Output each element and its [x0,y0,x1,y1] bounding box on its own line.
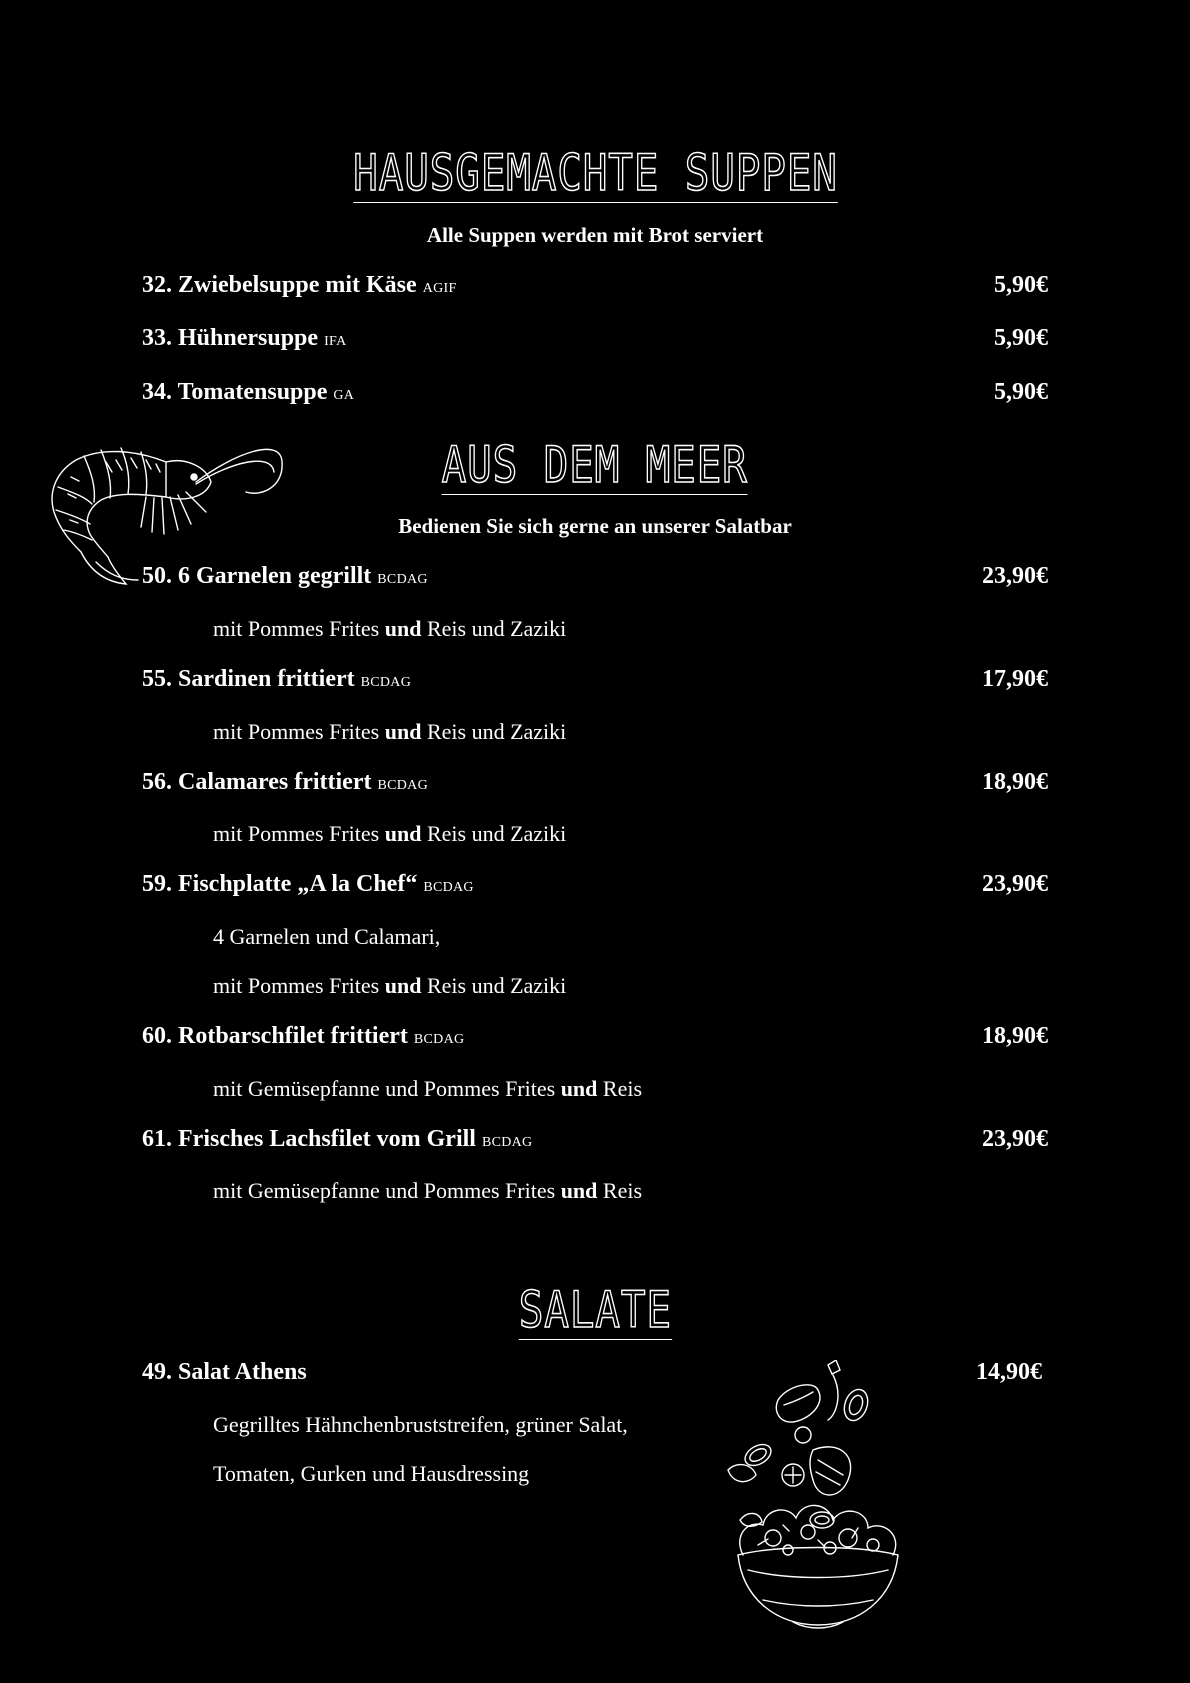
menu-item-description: mit Gemüsepfanne und Pommes Frites und Reis [213,1178,643,1203]
menu-item-sea-50 [142,563,1048,593]
menu-item-price: 14,90€ [976,1359,1042,1385]
menu-item-description: 4 Garnelen und Calamari, [213,924,441,949]
allergen-codes: BCDAG [413,1032,465,1047]
menu-item-description: mit Gemüsepfanne und Pommes Frites und Reis [213,1076,643,1101]
allergen-codes: GA [333,388,355,403]
menu-item-description: mit Pommes Frites und Reis und Zaziki [213,821,567,846]
menu-item-name: 56. Calamares frittiert [142,769,372,795]
sea-heading-text: AUS DEM MEER [441,436,749,494]
sea-subtitle: Bedienen Sie sich gerne an unserer Salatbar [398,514,792,538]
menu-item-name: 34. Tomatensuppe [142,379,328,405]
menu-item-name: 59. Fischplatte „A la Chef“ [142,871,418,897]
menu-item-price: 23,90€ [982,871,1048,897]
menu-item-name: 61. Frisches Lachsfilet vom Grill [142,1126,476,1152]
menu-item-sea-55 [142,666,1048,696]
salad-bowl-illustration [718,1360,918,1635]
allergen-codes: IFA [324,334,347,349]
menu-item-price: 5,90€ [994,379,1048,405]
allergen-codes: BCDAG [423,880,474,895]
menu-item-name: 55. Sardinen frittiert [142,666,355,692]
menu-item-sea-56 [142,769,1048,799]
menu-item-sea-59 [142,871,1048,901]
menu-item-description: mit Pommes Frites und Reis und Zaziki [213,719,567,744]
allergen-codes: BCDAG [377,778,428,793]
section-heading-sea [0,436,1190,495]
menu-item-price: 17,90€ [982,666,1048,692]
menu-item-price: 5,90€ [994,325,1048,351]
menu-item-price: 18,90€ [982,769,1048,795]
menu-item-description: mit Pommes Frites und Reis und Zaziki [213,616,567,641]
menu-item-name: 32. Zwiebelsuppe mit Käse [142,272,417,298]
allergen-codes: BCDAG [481,1135,533,1150]
salads-heading-text: SALATE [518,1281,672,1339]
menu-item-price: 23,90€ [982,563,1048,589]
menu-item-soup-33 [142,325,1048,355]
allergen-codes: AGIF [422,281,457,296]
menu-item-price: 5,90€ [994,272,1048,298]
menu-item-name: 50. 6 Garnelen gegrillt [142,563,372,589]
soups-subtitle: Alle Suppen werden mit Brot serviert [426,223,764,247]
menu-item-price: 18,90€ [982,1023,1048,1049]
allergen-codes: BCDAG [377,572,428,587]
soups-heading-text: HAUSGEMACHTE SUPPEN [352,144,838,202]
menu-item-soup-34 [142,379,1048,409]
menu-item-name: 60. Rotbarschfilet frittiert [142,1023,408,1049]
menu-item-sea-60 [142,1023,1048,1053]
menu-item-description: mit Pommes Frites und Reis und Zaziki [213,973,567,998]
menu-item-name: 33. Hühnersuppe [142,325,319,351]
section-heading-salads [0,1281,1190,1340]
menu-item-price: 23,90€ [982,1126,1048,1152]
menu-item-sea-61 [142,1126,1048,1156]
menu-item-soup-32 [142,272,1048,302]
menu-item-description: Gegrilltes Hähnchenbruststreifen, grüner Salat, [213,1412,628,1437]
menu-item-name: 49. Salat Athens [142,1359,307,1385]
section-heading-soups [0,144,1190,203]
menu-item-description: Tomaten, Gurken und Hausdressing [213,1461,530,1486]
allergen-codes: BCDAG [360,675,412,690]
